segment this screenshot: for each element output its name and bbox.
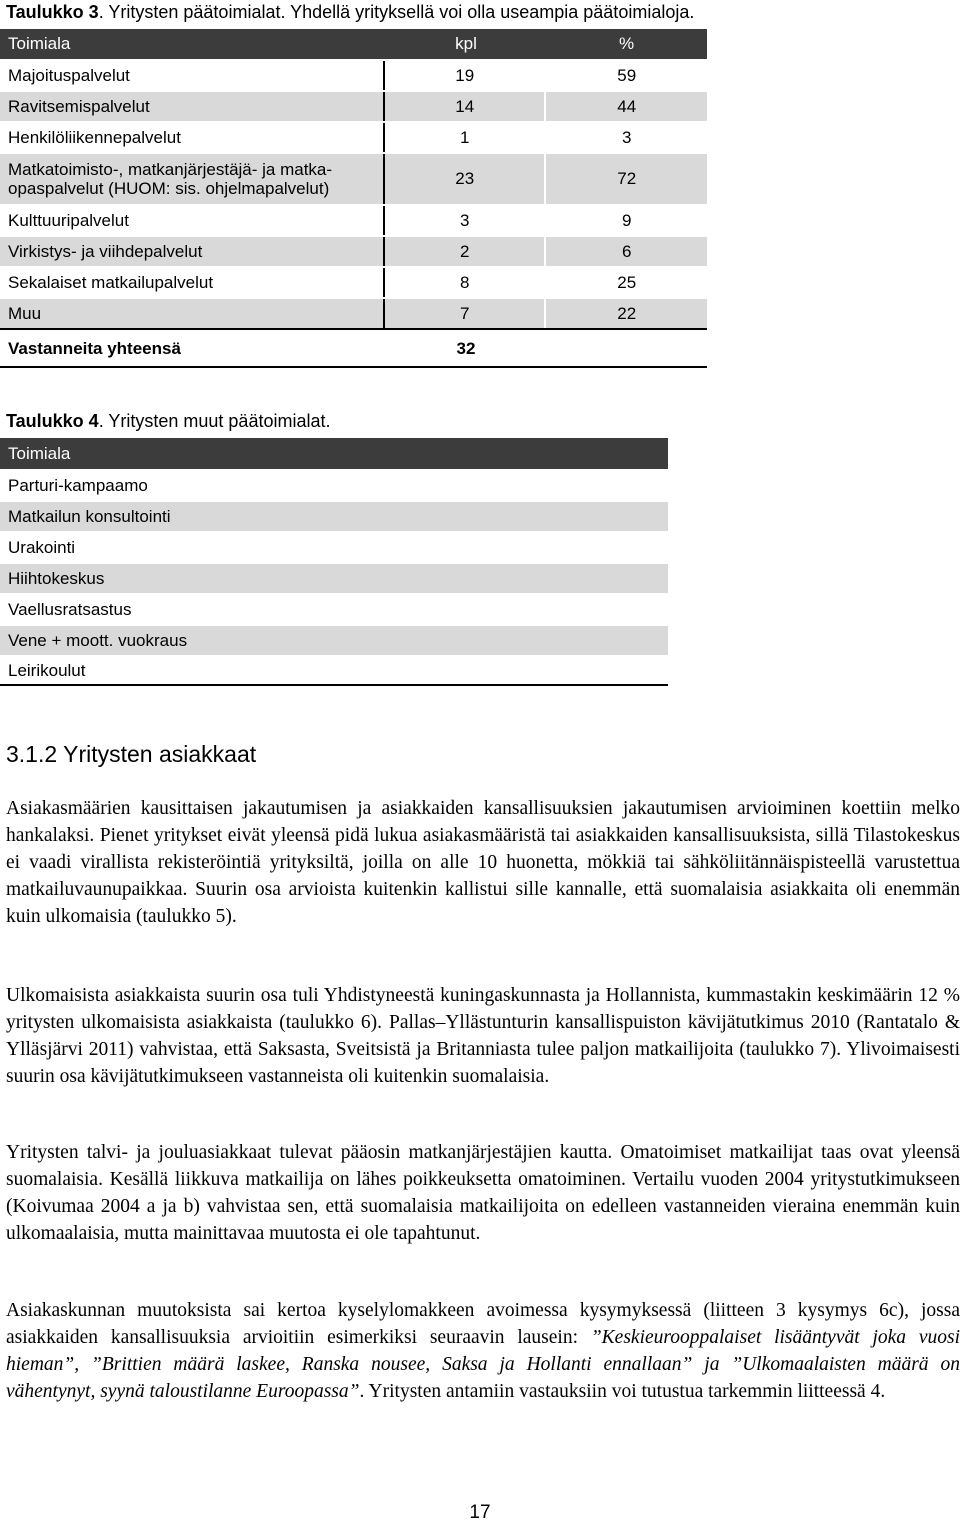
row-label-line1: Matkatoimisto-, matkanjärjestäjä- ja matka- bbox=[8, 160, 333, 179]
table3-header-row bbox=[0, 29, 707, 59]
row-label: Henkilöliikennepalvelut bbox=[0, 123, 385, 152]
table-row bbox=[0, 61, 707, 90]
list-item: Hiihtokeskus bbox=[0, 564, 668, 593]
page-number: 17 bbox=[469, 1502, 491, 1523]
list-item: Vene + moott. vuokraus bbox=[0, 626, 668, 655]
row-kpl: 2 bbox=[385, 237, 547, 266]
table-row bbox=[0, 123, 707, 152]
table4-header: Toimiala bbox=[0, 438, 668, 469]
row-label bbox=[0, 154, 385, 204]
list-item: Vaellusratsastus bbox=[8, 599, 132, 619]
paragraph-1: Asiakasmäärien kausittaisen jakautumisen ja asiakkaiden kansallisuuksien jakautumisen arvioiminen koettiin melko hankalaksi. Pienet yritykset eivät yleensä pidä lukua asiakasmääristä tai asiakkaiden kansallisuuksista, sillä Tilastokeskus ei vaadi virallista rekisteröintiä yrityksiltä, joilla on alle 10 huonetta, mökkiä tai sähköliitännäispisteellä varustettua matkailuvaunupaikkaa. Suurin osa arvioista kuitenkin kallistui sille kannalle, että suomalaisia asiakkaita oli enemmän kuin ulkomaisia (taulukko 5). bbox=[6, 798, 960, 927]
table3 bbox=[0, 29, 707, 368]
table3-header-pct: % bbox=[618, 34, 635, 53]
row-label: Kulttuuripalvelut bbox=[0, 206, 385, 235]
row-pct: 9 bbox=[622, 210, 632, 230]
row-kpl: 23 bbox=[385, 154, 547, 204]
row-pct: 3 bbox=[622, 127, 632, 147]
table4-caption bbox=[6, 411, 330, 432]
row-pct: 44 bbox=[546, 92, 707, 121]
row-label: Sekalaiset matkailupalvelut bbox=[0, 268, 385, 297]
list-item: Leirikoulut bbox=[0, 657, 668, 686]
table-row bbox=[0, 92, 707, 121]
row-pct: 6 bbox=[546, 237, 707, 266]
row-kpl: 7 bbox=[385, 299, 547, 328]
list-item: Urakointi bbox=[8, 537, 76, 557]
paragraph-4-quote: ”Keskieurooppalaiset lisääntyvät joka vuosi hieman”, ”Brittien määrä laskee, Ranska nousee, Saksa ja Hollanti ennallaan” ja ”Ulkomaalaisten määrä on vähentynyt, syynä taloustilanne Euroopassa” bbox=[6, 1327, 960, 1402]
total-pct bbox=[546, 332, 707, 366]
row-label-line2: opaspalvelut (HUOM: sis. ohjelmapalvelut) bbox=[8, 179, 330, 198]
table-row bbox=[0, 237, 707, 266]
row-kpl: 19 bbox=[385, 61, 547, 90]
list-item: Matkailun konsultointi bbox=[0, 502, 668, 531]
paragraph-4 bbox=[6, 1297, 960, 1405]
row-pct: 59 bbox=[617, 65, 637, 85]
total-label: Vastanneita yhteensä bbox=[8, 339, 181, 358]
paragraph-4-end: . Yritysten antamiin vastauksiin voi tutustua tarkemmin liitteessä 4. bbox=[359, 1381, 886, 1402]
row-kpl: 1 bbox=[385, 123, 547, 152]
table3-header-toimiala: Toimiala bbox=[8, 34, 71, 53]
table-row bbox=[0, 154, 707, 204]
table-row bbox=[0, 268, 707, 297]
row-label: Ravitsemispalvelut bbox=[0, 92, 385, 121]
row-label: Virkistys- ja viihdepalvelut bbox=[0, 237, 385, 266]
row-label: Majoituspalvelut bbox=[0, 61, 385, 90]
table4-caption-label: Taulukko 4 bbox=[6, 411, 99, 431]
paragraph-2: Ulkomaisista asiakkaista suurin osa tuli Yhdistyneestä kuningaskunnasta ja Hollannista, kummastakin keskimäärin 12 % yritysten ulkomaisista asiakkaista (taulukko 6). Pallas–Yllästunturin kansallispuiston kävijätutkimus 2010 (Rantatalo & Ylläsjärvi 2011) vahvistaa, että Saksasta, Sveitsistä ja Britanniasta tulee paljon matkailijoita (taulukko 7). Ylivoimaisesti suurin osa kävijätutkimukseen vastanneista oli kuitenkin suomalaisia. bbox=[6, 985, 960, 1087]
table3-total-row bbox=[0, 332, 707, 368]
row-label: Muu bbox=[0, 299, 385, 328]
row-pct: 72 bbox=[546, 154, 707, 204]
row-kpl: 3 bbox=[385, 206, 547, 235]
total-kpl: 32 bbox=[456, 339, 476, 358]
list-item: Parturi-kampaamo bbox=[8, 475, 148, 495]
section-heading: 3.1.2 Yritysten asiakkaat bbox=[6, 741, 257, 767]
table3-caption-label: Taulukko 3 bbox=[6, 2, 99, 22]
table4-caption-text: . Yritysten muut päätoimialat. bbox=[98, 411, 331, 431]
paragraph-3: Yritysten talvi- ja jouluasiakkaat tulevat pääosin matkanjärjestäjien kautta. Omatoimiset matkailijat taas ovat yleensä suomalaisia. Kesällä liikkuva matkailija on lähes poikkeuksetta omatoiminen. Vertailu vuoden 2004 yritystutkimukseen (Koivumaa 2004 a ja b) vahvistaa sen, että suomalaisia matkailijoita on edelleen vastanneiden vieraina enemmän kuin ulkomaalaisia, mutta mainittavaa muutosta ei ole tapahtunut. bbox=[6, 1142, 960, 1244]
table3-header-kpl: kpl bbox=[455, 34, 477, 53]
table-row bbox=[0, 206, 707, 235]
row-pct: 22 bbox=[546, 299, 707, 328]
table4 bbox=[0, 438, 668, 688]
table3-caption bbox=[6, 2, 694, 23]
row-pct: 25 bbox=[617, 272, 637, 292]
row-kpl: 14 bbox=[385, 92, 547, 121]
table3-caption-text: . Yritysten päätoimialat. Yhdellä yrityksellä voi olla useampia päätoimialoja. bbox=[98, 2, 695, 22]
row-kpl: 8 bbox=[385, 268, 547, 297]
table-row bbox=[0, 299, 707, 330]
paragraph-4-start: Asiakaskunnan muutoksista sai kertoa kyselylomakkeen avoimessa kysymyksessä (liitteen 3 kysymys 6c), jossa asiakkaiden kansallisuuksia arvioitiin esimerkiksi seuraavin lausein: bbox=[6, 1300, 960, 1348]
